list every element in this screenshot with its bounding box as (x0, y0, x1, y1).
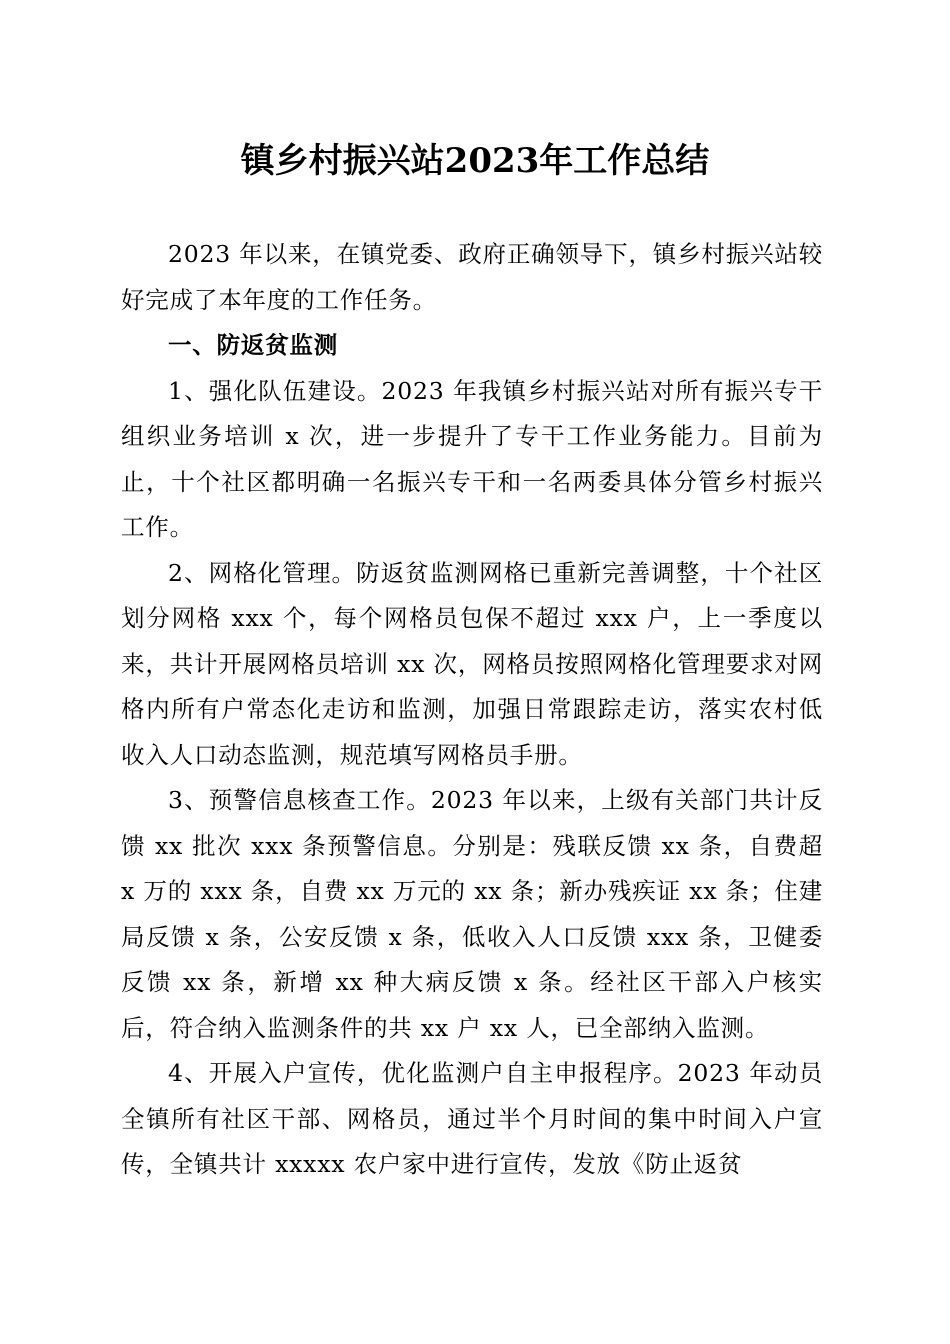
document-title: 镇乡村振兴站2023年工作总结 (240, 141, 710, 181)
paragraph-grid-management: 2、网格化管理。防返贫监测网格已重新完善调整，十个社区划分网格 xxx 个，每个网格员包保不超过 xxx 户，上一季度以来，共计开展网格员培训 xx 次，网格员按照网格化管理要求对网格内所有户常态化走访和监测，加强日常跟踪走访，落实农村低收入人口动态监测，规范填写网格员手册。 (121, 558, 823, 769)
intro-paragraph: 2023 年以来，在镇党委、政府正确领导下，镇乡村振兴站较好完成了本年度的工作任务。 (121, 240, 823, 314)
paragraph-household-publicity: 4、开展入户宣传，优化监测户自主申报程序。2023 年动员全镇所有社区干部、网格员，通过半个月时间的集中时间入户宣传，全镇共计 xxxxx 农户家中进行宣传，发放《防止返贫 (121, 1059, 823, 1178)
paragraph-warning-verification: 3、预警信息核查工作。2023 年以来，上级有关部门共计反馈 xx 批次 xxx 条预警信息。分别是：残联反馈 xx 条，自费超 x 万的 xxx 条，自费 xx 万元的 xx 条；新办残疾证 xx 条；住建局反馈 x 条，公安反馈 x 条，低收入人口反馈 xxx 条，卫健委反馈 xx 条，新增 xx 种大病反馈 x 条。经社区干部入户核实后，符合纳入监测条件的共 xx 户 xx 人，已全部纳入监测。 (121, 786, 823, 1042)
document-body (121, 232, 823, 1188)
section-heading-poverty-monitoring: 一、防返贫监测 (168, 331, 339, 359)
paragraph-team-building: 1、强化队伍建设。2023 年我镇乡村振兴站对所有振兴专干组织业务培训 x 次，进一步提升了专干工作业务能力。目前为止，十个社区都明确一名振兴专干和一名两委具体分管乡村振兴工作。 (121, 376, 823, 541)
